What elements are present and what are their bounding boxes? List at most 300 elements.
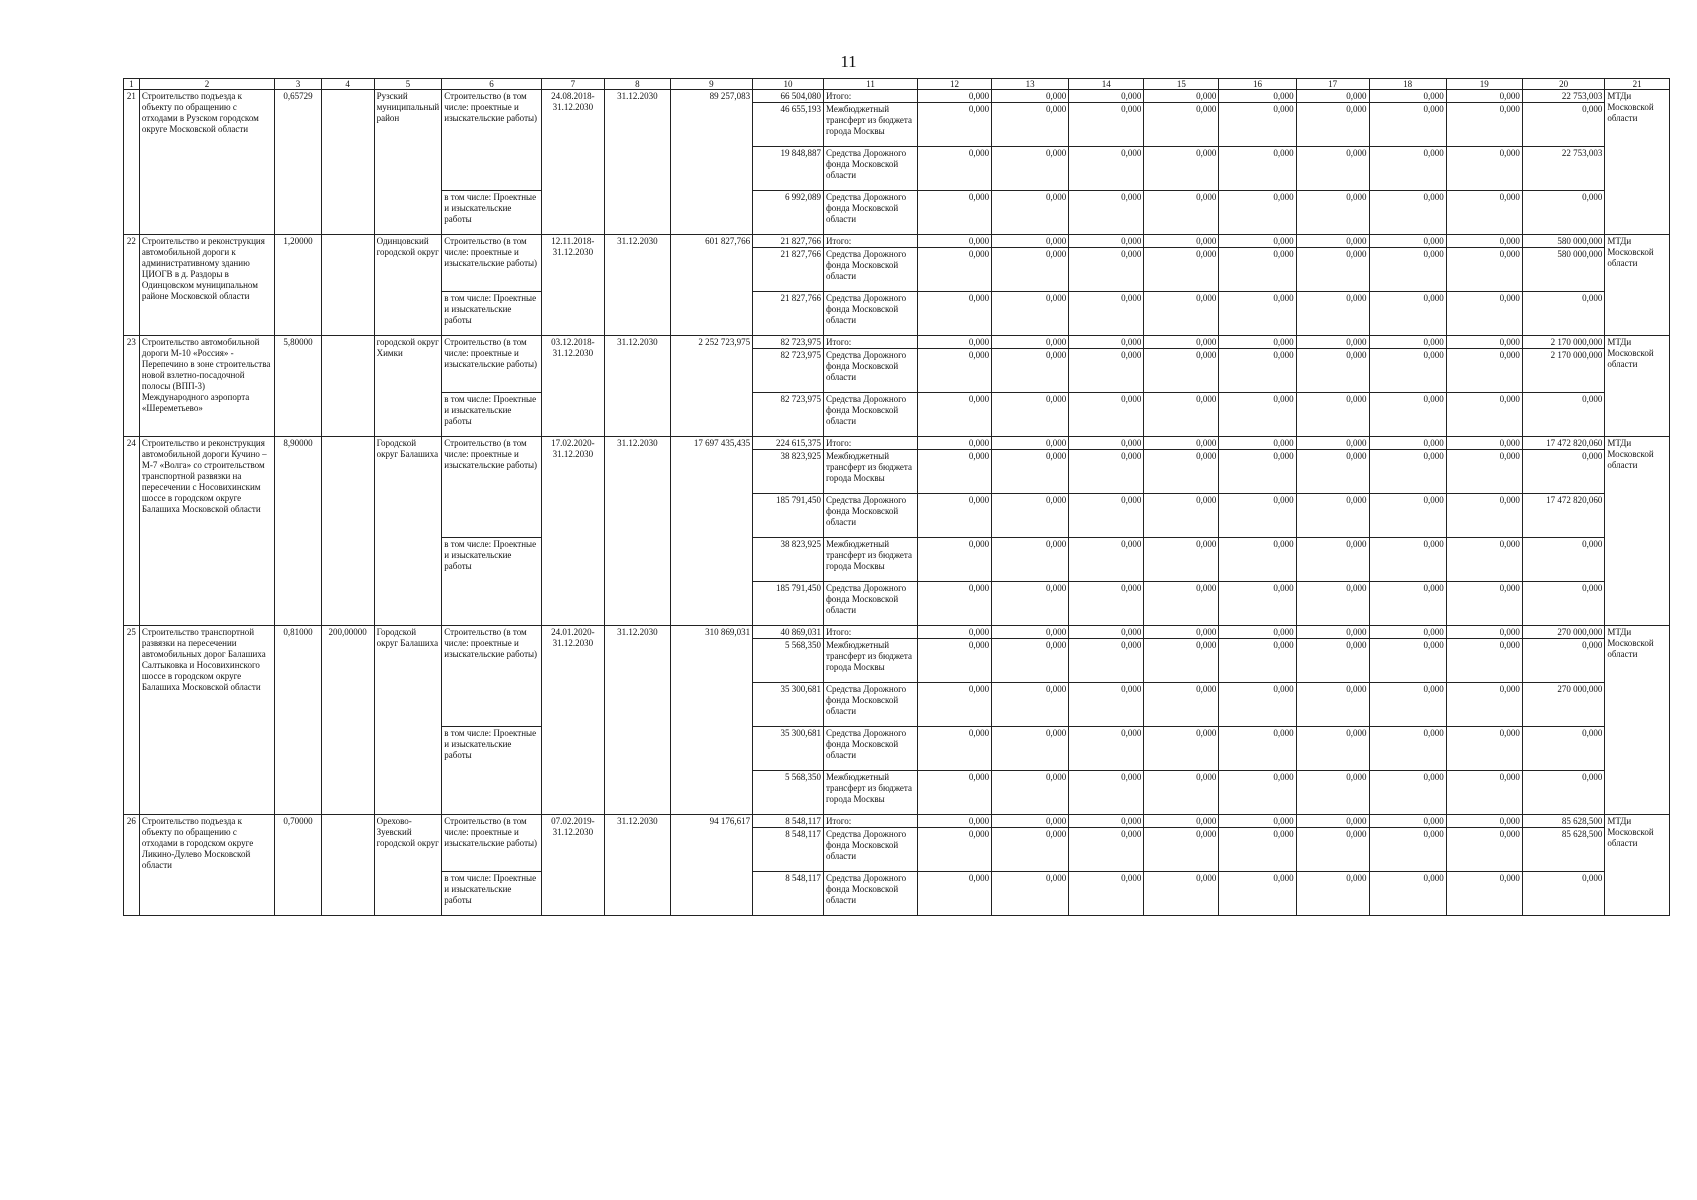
work-period: 24.01.2020-31.12.2030 [541, 626, 604, 815]
municipality: Орехово-Зуевский городской округ [374, 815, 442, 916]
responsible-body: МТДи Московской области [1605, 336, 1670, 437]
funding-source: Средства Дорожного фонда Московской области [823, 494, 917, 538]
year-value: 0,000 [1144, 437, 1219, 450]
funding-source: Средства Дорожного фонда Московской области [823, 872, 917, 916]
table-row [124, 235, 1670, 248]
year-value: 0,000 [1144, 872, 1219, 916]
year-value: 0,000 [1446, 147, 1522, 191]
header-cell: 9 [670, 79, 752, 90]
year-value: 0,000 [1069, 103, 1144, 147]
municipality: Одинцовский городской округ [374, 235, 442, 336]
total-value: 580 000,000 [1522, 235, 1604, 248]
year-value: 0,000 [1219, 235, 1296, 248]
estimated-cost: 17 697 435,435 [670, 437, 752, 626]
year-value: 0,000 [1296, 191, 1369, 235]
total-value: 2 170 000,000 [1522, 349, 1604, 393]
header-cell: 3 [275, 79, 322, 90]
row-number: 22 [124, 235, 140, 336]
year-value: 0,000 [1144, 683, 1219, 727]
year-value: 0,000 [1296, 450, 1369, 494]
funded-amount: 46 655,193 [753, 103, 824, 147]
header-cell: 5 [374, 79, 442, 90]
row-number: 24 [124, 437, 140, 626]
header-cell: 11 [823, 79, 917, 90]
funding-source: Средства Дорожного фонда Московской области [823, 191, 917, 235]
header-cell: 19 [1446, 79, 1522, 90]
funding-source: Средства Дорожного фонда Московской области [823, 147, 917, 191]
funded-amount: 8 548,117 [753, 828, 824, 872]
year-value: 0,000 [918, 727, 992, 771]
funded-amount: 5 568,350 [753, 639, 824, 683]
funding-source: Итого: [823, 815, 917, 828]
year-value: 0,000 [1446, 90, 1522, 103]
funded-amount: 8 548,117 [753, 815, 824, 828]
funded-amount: 224 615,375 [753, 437, 824, 450]
municipality: городской округ Химки [374, 336, 442, 437]
funded-amount: 21 827,766 [753, 248, 824, 292]
header-cell: 12 [918, 79, 992, 90]
year-value: 0,000 [992, 336, 1069, 349]
year-value: 0,000 [1446, 727, 1522, 771]
year-value: 0,000 [992, 771, 1069, 815]
total-value: 85 628,500 [1522, 815, 1604, 828]
work-type-design: в том числе: Проектные и изыскательские работы [442, 292, 541, 336]
year-value: 0,000 [1446, 683, 1522, 727]
year-value: 0,000 [1296, 815, 1369, 828]
work-type-design: в том числе: Проектные и изыскательские работы [442, 727, 541, 815]
year-value: 0,000 [1219, 292, 1296, 336]
year-value: 0,000 [992, 248, 1069, 292]
header-cell: 20 [1522, 79, 1604, 90]
year-value: 0,000 [1369, 393, 1446, 437]
year-value: 0,000 [1144, 639, 1219, 683]
year-value: 0,000 [1069, 336, 1144, 349]
year-value: 0,000 [1069, 393, 1144, 437]
year-value: 0,000 [1219, 639, 1296, 683]
capacity-m [321, 437, 374, 626]
total-value: 0,000 [1522, 103, 1604, 147]
year-value: 0,000 [918, 191, 992, 235]
year-value: 0,000 [1369, 828, 1446, 872]
year-value: 0,000 [1144, 494, 1219, 538]
funded-amount: 21 827,766 [753, 235, 824, 248]
year-value: 0,000 [1369, 494, 1446, 538]
year-value: 0,000 [1369, 103, 1446, 147]
capacity-m [321, 336, 374, 437]
header-cell: 6 [442, 79, 541, 90]
year-value: 0,000 [1296, 828, 1369, 872]
year-value: 0,000 [1369, 639, 1446, 683]
work-type: Строительство (в том числе: проектные и изыскательские работы) [442, 336, 541, 393]
year-value: 0,000 [918, 90, 992, 103]
year-value: 0,000 [1296, 582, 1369, 626]
year-value: 0,000 [1369, 349, 1446, 393]
year-value: 0,000 [1369, 582, 1446, 626]
funded-amount: 82 723,975 [753, 349, 824, 393]
funding-source: Межбюджетный трансферт из бюджета города Москвы [823, 771, 917, 815]
year-value: 0,000 [992, 872, 1069, 916]
year-value: 0,000 [1369, 450, 1446, 494]
object-name: Строительство автомобильной дороги М-10 «Россия» - Перепечино в зоне строительства новой взлетно-посадочной полосы (ВПП-3) Международного аэропорта «Шереметьево» [139, 336, 274, 437]
funded-amount: 185 791,450 [753, 582, 824, 626]
year-value: 0,000 [918, 828, 992, 872]
row-number: 23 [124, 336, 140, 437]
year-value: 0,000 [992, 235, 1069, 248]
header-cell: 4 [321, 79, 374, 90]
year-value: 0,000 [918, 292, 992, 336]
year-value: 0,000 [1144, 191, 1219, 235]
year-value: 0,000 [992, 437, 1069, 450]
work-type-design: в том числе: Проектные и изыскательские работы [442, 538, 541, 626]
year-value: 0,000 [1069, 582, 1144, 626]
table-row [124, 336, 1670, 349]
year-value: 0,000 [918, 494, 992, 538]
funding-source: Межбюджетный трансферт из бюджета города Москвы [823, 450, 917, 494]
funding-source: Средства Дорожного фонда Московской области [823, 349, 917, 393]
estimated-cost: 94 176,617 [670, 815, 752, 916]
year-value: 0,000 [1069, 90, 1144, 103]
total-value: 0,000 [1522, 191, 1604, 235]
municipality: Городской округ Балашиха [374, 626, 442, 815]
year-value: 0,000 [1069, 639, 1144, 683]
year-value: 0,000 [1219, 90, 1296, 103]
object-name: Строительство и реконструкция автомобильной дороги к административному зданию ЦИОГВ в д. Раздоры в Одинцовском муниципальном районе Московской области [139, 235, 274, 336]
year-value: 0,000 [1446, 248, 1522, 292]
year-value: 0,000 [1369, 872, 1446, 916]
object-name: Строительство транспортной развязки на пересечении автомобильных дорог Балашиха Салтыковка и Носовихинского шоссе в городском округе Балашиха Московской области [139, 626, 274, 815]
year-value: 0,000 [1296, 393, 1369, 437]
year-value: 0,000 [1369, 292, 1446, 336]
work-type-design: в том числе: Проектные и изыскательские работы [442, 872, 541, 916]
year-value: 0,000 [992, 727, 1069, 771]
year-value: 0,000 [1144, 727, 1219, 771]
year-value: 0,000 [992, 292, 1069, 336]
year-value: 0,000 [1069, 437, 1144, 450]
funding-source: Межбюджетный трансферт из бюджета города Москвы [823, 103, 917, 147]
funding-source: Средства Дорожного фонда Московской области [823, 292, 917, 336]
year-value: 0,000 [1296, 147, 1369, 191]
header-cell: 18 [1369, 79, 1446, 90]
year-value: 0,000 [1144, 538, 1219, 582]
total-value: 22 753,003 [1522, 90, 1604, 103]
year-value: 0,000 [1144, 235, 1219, 248]
year-value: 0,000 [1369, 437, 1446, 450]
capacity-m [321, 815, 374, 916]
commissioning-date: 31.12.2030 [605, 90, 671, 235]
header-row [124, 79, 1670, 90]
year-value: 0,000 [1144, 450, 1219, 494]
year-value: 0,000 [1446, 626, 1522, 639]
year-value: 0,000 [1219, 828, 1296, 872]
total-value: 0,000 [1522, 538, 1604, 582]
year-value: 0,000 [992, 393, 1069, 437]
year-value: 0,000 [992, 626, 1069, 639]
year-value: 0,000 [1219, 815, 1296, 828]
year-value: 0,000 [1296, 771, 1369, 815]
year-value: 0,000 [1296, 538, 1369, 582]
year-value: 0,000 [1144, 248, 1219, 292]
year-value: 0,000 [1144, 90, 1219, 103]
table-row [124, 437, 1670, 450]
funding-source: Итого: [823, 90, 917, 103]
year-value: 0,000 [1219, 494, 1296, 538]
object-name: Строительство подъезда к объекту по обращению с отходами в городском округе Ликино-Дулево Московской области [139, 815, 274, 916]
register-table [123, 78, 1670, 916]
year-value: 0,000 [992, 828, 1069, 872]
year-value: 0,000 [1219, 336, 1296, 349]
year-value: 0,000 [1296, 727, 1369, 771]
year-value: 0,000 [1369, 147, 1446, 191]
year-value: 0,000 [1219, 437, 1296, 450]
commissioning-date: 31.12.2030 [605, 437, 671, 626]
capacity-km: 5,80000 [275, 336, 322, 437]
funded-amount: 38 823,925 [753, 538, 824, 582]
funding-source: Средства Дорожного фонда Московской области [823, 727, 917, 771]
funded-amount: 82 723,975 [753, 393, 824, 437]
year-value: 0,000 [992, 639, 1069, 683]
year-value: 0,000 [1219, 872, 1296, 916]
capacity-km: 8,90000 [275, 437, 322, 626]
work-period: 03.12.2018-31.12.2030 [541, 336, 604, 437]
funding-source: Итого: [823, 626, 917, 639]
year-value: 0,000 [1219, 582, 1296, 626]
year-value: 0,000 [992, 815, 1069, 828]
year-value: 0,000 [992, 349, 1069, 393]
year-value: 0,000 [918, 248, 992, 292]
year-value: 0,000 [1219, 147, 1296, 191]
total-value: 270 000,000 [1522, 626, 1604, 639]
year-value: 0,000 [1069, 727, 1144, 771]
estimated-cost: 2 252 723,975 [670, 336, 752, 437]
municipality: Рузский муниципальный район [374, 90, 442, 235]
year-value: 0,000 [918, 437, 992, 450]
year-value: 0,000 [1296, 90, 1369, 103]
object-name: Строительство и реконструкция автомобильной дороги Кучино – М-7 «Волга» со строительством транспортной развязки на пересечении с Носовихинским шоссе в городском округе Балашиха Московской области [139, 437, 274, 626]
responsible-body: МТДи Московской области [1605, 90, 1670, 235]
year-value: 0,000 [1069, 248, 1144, 292]
year-value: 0,000 [992, 582, 1069, 626]
total-value: 580 000,000 [1522, 248, 1604, 292]
year-value: 0,000 [1296, 683, 1369, 727]
year-value: 0,000 [1144, 103, 1219, 147]
funding-source: Итого: [823, 336, 917, 349]
year-value: 0,000 [1446, 336, 1522, 349]
commissioning-date: 31.12.2030 [605, 626, 671, 815]
work-type-design: в том числе: Проектные и изыскательские работы [442, 393, 541, 437]
responsible-body: МТДи Московской области [1605, 626, 1670, 815]
year-value: 0,000 [1144, 828, 1219, 872]
year-value: 0,000 [1069, 494, 1144, 538]
year-value: 0,000 [1219, 626, 1296, 639]
year-value: 0,000 [1369, 626, 1446, 639]
total-value: 0,000 [1522, 771, 1604, 815]
year-value: 0,000 [1446, 815, 1522, 828]
funding-source: Итого: [823, 235, 917, 248]
funded-amount: 5 568,350 [753, 771, 824, 815]
year-value: 0,000 [918, 639, 992, 683]
funding-source: Средства Дорожного фонда Московской области [823, 683, 917, 727]
year-value: 0,000 [1446, 235, 1522, 248]
year-value: 0,000 [1369, 191, 1446, 235]
table-row [124, 90, 1670, 103]
year-value: 0,000 [1069, 538, 1144, 582]
year-value: 0,000 [918, 450, 992, 494]
total-value: 22 753,003 [1522, 147, 1604, 191]
commissioning-date: 31.12.2030 [605, 815, 671, 916]
capacity-km: 1,20000 [275, 235, 322, 336]
funded-amount: 21 827,766 [753, 292, 824, 336]
total-value: 0,000 [1522, 872, 1604, 916]
year-value: 0,000 [918, 235, 992, 248]
year-value: 0,000 [1446, 191, 1522, 235]
year-value: 0,000 [1219, 450, 1296, 494]
year-value: 0,000 [1069, 771, 1144, 815]
header-cell: 8 [605, 79, 671, 90]
total-value: 17 472 820,060 [1522, 494, 1604, 538]
total-value: 0,000 [1522, 393, 1604, 437]
header-cell: 14 [1069, 79, 1144, 90]
funded-amount: 8 548,117 [753, 872, 824, 916]
work-type: Строительство (в том числе: проектные и изыскательские работы) [442, 437, 541, 538]
municipality: Городской округ Балашиха [374, 437, 442, 626]
year-value: 0,000 [1219, 771, 1296, 815]
year-value: 0,000 [918, 349, 992, 393]
year-value: 0,000 [918, 538, 992, 582]
year-value: 0,000 [1446, 494, 1522, 538]
year-value: 0,000 [1446, 393, 1522, 437]
work-period: 24.08.2018-31.12.2030 [541, 90, 604, 235]
year-value: 0,000 [1369, 336, 1446, 349]
year-value: 0,000 [1446, 292, 1522, 336]
estimated-cost: 310 869,031 [670, 626, 752, 815]
year-value: 0,000 [1069, 191, 1144, 235]
total-value: 0,000 [1522, 727, 1604, 771]
year-value: 0,000 [1369, 815, 1446, 828]
commissioning-date: 31.12.2030 [605, 235, 671, 336]
funded-amount: 66 504,080 [753, 90, 824, 103]
capacity-km: 0,65729 [275, 90, 322, 235]
year-value: 0,000 [918, 103, 992, 147]
year-value: 0,000 [1144, 336, 1219, 349]
year-value: 0,000 [918, 393, 992, 437]
year-value: 0,000 [1144, 582, 1219, 626]
year-value: 0,000 [918, 771, 992, 815]
year-value: 0,000 [1144, 393, 1219, 437]
total-value: 0,000 [1522, 639, 1604, 683]
work-type: Строительство (в том числе: проектные и изыскательские работы) [442, 90, 541, 191]
header-cell: 2 [139, 79, 274, 90]
year-value: 0,000 [1296, 349, 1369, 393]
year-value: 0,000 [1296, 336, 1369, 349]
year-value: 0,000 [1219, 538, 1296, 582]
year-value: 0,000 [1069, 349, 1144, 393]
total-value: 0,000 [1522, 450, 1604, 494]
total-value: 17 472 820,060 [1522, 437, 1604, 450]
year-value: 0,000 [1144, 771, 1219, 815]
year-value: 0,000 [1296, 103, 1369, 147]
work-type: Строительство (в том числе: проектные и изыскательские работы) [442, 815, 541, 872]
year-value: 0,000 [1446, 349, 1522, 393]
funding-source: Средства Дорожного фонда Московской области [823, 248, 917, 292]
year-value: 0,000 [1069, 815, 1144, 828]
year-value: 0,000 [1369, 771, 1446, 815]
year-value: 0,000 [992, 90, 1069, 103]
year-value: 0,000 [1296, 494, 1369, 538]
work-period: 17.02.2020-31.12.2030 [541, 437, 604, 626]
year-value: 0,000 [992, 147, 1069, 191]
header-cell: 13 [992, 79, 1069, 90]
year-value: 0,000 [992, 450, 1069, 494]
estimated-cost: 89 257,083 [670, 90, 752, 235]
year-value: 0,000 [918, 872, 992, 916]
year-value: 0,000 [1296, 248, 1369, 292]
year-value: 0,000 [1219, 103, 1296, 147]
header-cell: 10 [753, 79, 824, 90]
total-value: 0,000 [1522, 292, 1604, 336]
year-value: 0,000 [992, 103, 1069, 147]
year-value: 0,000 [1446, 538, 1522, 582]
year-value: 0,000 [992, 494, 1069, 538]
year-value: 0,000 [1446, 437, 1522, 450]
header-cell: 15 [1144, 79, 1219, 90]
capacity-m [321, 90, 374, 235]
year-value: 0,000 [1069, 235, 1144, 248]
year-value: 0,000 [1446, 771, 1522, 815]
funding-source: Межбюджетный трансферт из бюджета города Москвы [823, 639, 917, 683]
year-value: 0,000 [1144, 349, 1219, 393]
header-cell: 1 [124, 79, 140, 90]
year-value: 0,000 [1296, 626, 1369, 639]
funded-amount: 40 869,031 [753, 626, 824, 639]
funded-amount: 6 992,089 [753, 191, 824, 235]
year-value: 0,000 [1296, 872, 1369, 916]
header-cell: 16 [1219, 79, 1296, 90]
capacity-m [321, 235, 374, 336]
funding-source: Итого: [823, 437, 917, 450]
work-type: Строительство (в том числе: проектные и изыскательские работы) [442, 235, 541, 292]
funded-amount: 35 300,681 [753, 727, 824, 771]
table-row [124, 815, 1670, 828]
year-value: 0,000 [1219, 349, 1296, 393]
year-value: 0,000 [1446, 582, 1522, 626]
responsible-body: МТДи Московской области [1605, 815, 1670, 916]
capacity-km: 0,81000 [275, 626, 322, 815]
estimated-cost: 601 827,766 [670, 235, 752, 336]
page-number: 11 [840, 52, 857, 71]
year-value: 0,000 [1446, 103, 1522, 147]
year-value: 0,000 [918, 147, 992, 191]
year-value: 0,000 [1219, 727, 1296, 771]
year-value: 0,000 [1144, 147, 1219, 191]
work-type-design: в том числе: Проектные и изыскательские работы [442, 191, 541, 235]
year-value: 0,000 [918, 683, 992, 727]
year-value: 0,000 [1296, 437, 1369, 450]
capacity-m: 200,00000 [321, 626, 374, 815]
year-value: 0,000 [992, 191, 1069, 235]
commissioning-date: 31.12.2030 [605, 336, 671, 437]
year-value: 0,000 [1369, 90, 1446, 103]
year-value: 0,000 [1144, 815, 1219, 828]
year-value: 0,000 [1296, 639, 1369, 683]
year-value: 0,000 [1069, 683, 1144, 727]
year-value: 0,000 [1446, 450, 1522, 494]
header-cell: 21 [1605, 79, 1670, 90]
year-value: 0,000 [1369, 538, 1446, 582]
year-value: 0,000 [1069, 450, 1144, 494]
year-value: 0,000 [1369, 235, 1446, 248]
header-cell: 7 [541, 79, 604, 90]
year-value: 0,000 [918, 626, 992, 639]
